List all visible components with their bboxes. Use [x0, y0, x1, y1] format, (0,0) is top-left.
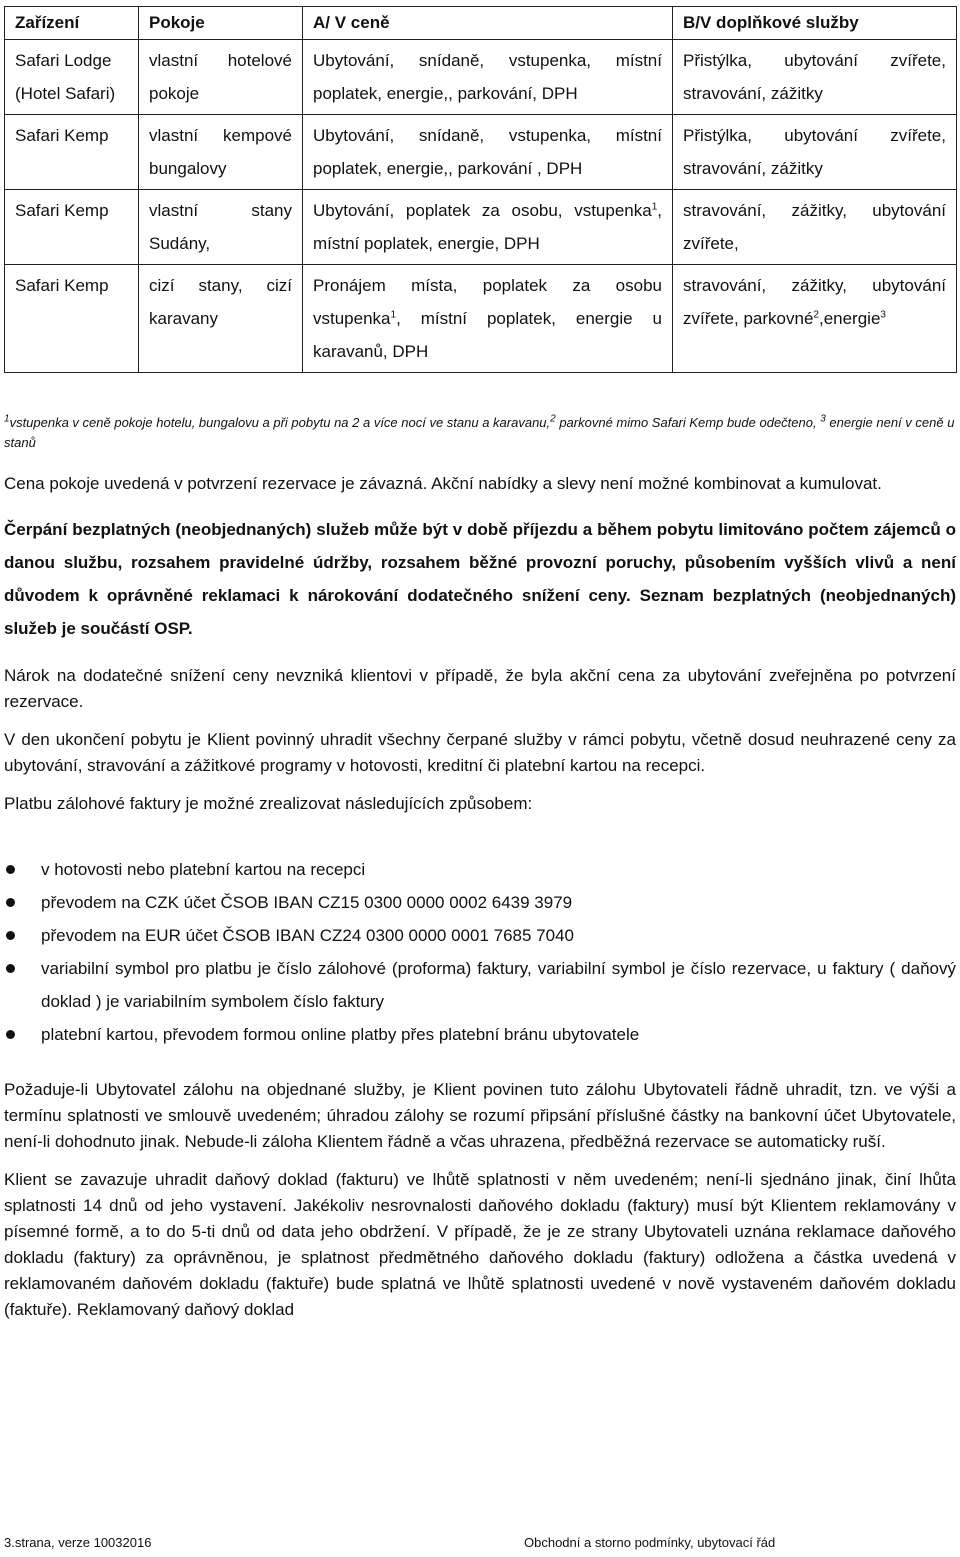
document-page: [4, 6, 956, 1323]
table-row: [5, 190, 957, 265]
table-row: [5, 40, 957, 115]
list-item: [4, 853, 956, 886]
cell-v-cene: [303, 265, 673, 373]
cell-zarizeni: Safari Kemp: [5, 265, 139, 373]
cell-v-cene: [303, 190, 673, 265]
cell-zarizeni: Safari Kemp: [5, 190, 139, 265]
cell-doplnkove: Přistýlka, ubytování zvířete, stravování, zážitky: [673, 40, 957, 115]
services-table: [4, 6, 957, 373]
cell-doplnkove: Přistýlka, ubytování zvířete, stravování, zážitky: [673, 115, 957, 190]
cell-doplnkove: [673, 265, 957, 373]
invoice-terms-paragraph: Klient se zavazuje uhradit daňový doklad (fakturu) ve lhůtě splatnosti v něm uvedeném; není-li sjednáno jinak, činí lhůta splatnosti 14 dnů od jeho vystavení. Jakékoliv nesrovnalosti daňového dokladu (faktury) musí být Klientem reklamovány v písemné formě, a to do 5-ti dnů od data jeho obdržení. V případě, že je ze strany Ubytovateli uznána reklamace daňového dokladu (faktury) za oprávněnou, je splatnost předmětného daňového dokladu (faktury) odložena a částka uvedená v reklamovaném daňovém dokladu (faktuře) bude splatná ve lhůtě splatnosti uvedené v nově vystaveném daňovém dokladu (faktuře). Reklamovaný daňový doklad: [4, 1170, 956, 1319]
cell-text: , místní poplatek, energie u karavanů, DPH: [313, 309, 662, 361]
cell-doplnkove: stravování, zážitky, ubytování zvířete,: [673, 190, 957, 265]
cell-pokoje: vlastní hotelové pokoje: [139, 40, 303, 115]
footnote-ref: 1: [651, 201, 658, 213]
list-item: [4, 1018, 956, 1051]
footnote-number: 1: [4, 413, 10, 425]
footnote-text: parkovné mimo Safari Kemp bude odečteno,: [555, 415, 817, 430]
list-item-text: převodem na CZK účet ČSOB IBAN CZ15 0300 0000 0002 6439 3979: [41, 893, 573, 912]
footnote-text: vstupenka v ceně pokoje hotelu, bungalovu a při pobytu na 2 a více nocí ve stanu a karavanu,: [9, 415, 551, 430]
bullet-icon: [6, 1030, 15, 1039]
cell-pokoje: vlastní stany Sudány,: [139, 190, 303, 265]
cell-text: stravování, zážitky, ubytování zvířete, parkovné: [683, 276, 946, 328]
footnotes: [4, 413, 956, 453]
cell-pokoje: cizí stany, cizí karavany: [139, 265, 303, 373]
list-item: [4, 919, 956, 952]
cell-text: Ubytování, poplatek za osobu, vstupenka: [313, 201, 652, 220]
cell-zarizeni: Safari Kemp: [5, 115, 139, 190]
footnote-ref: 3: [880, 309, 886, 321]
bullet-icon: [6, 898, 15, 907]
deposit-requirement-paragraph: Požaduje-li Ubytovatel zálohu na objednané služby, je Klient povinen tuto zálohu Ubytovateli řádně uhradit, tzn. ve výši a termínu splatnosti ve smlouvě uvedeném; úhradou zálohy se rozumí připsání příslušné částky na bankovní účet Ubytovatele, není-li dohodnuto jinak. Nebude-li záloha Klientem řádně a včas uhrazena, předběžná rezervace se automaticky ruší.: [4, 1080, 956, 1151]
table-row: [5, 115, 957, 190]
price-reduction-paragraph: Nárok na dodatečné snížení ceny nevzniká klientovi v případě, že byla akční cena za ubytování zveřejněna po potvrzení rezervace.: [4, 666, 956, 711]
cell-text: ,energie: [818, 309, 881, 328]
list-item-text: variabilní symbol pro platbu je číslo zálohové (proforma) faktury, variabilní symbol je číslo rezervace, u faktury ( daňový doklad ) je variabilním symbolem číslo faktury: [41, 959, 956, 1011]
document-title: Obchodní a storno podmínky, ubytovací řád: [524, 1535, 776, 1550]
bullet-icon: [6, 865, 15, 874]
table-row: [5, 265, 957, 373]
column-header: B/V doplňkové služby: [673, 7, 957, 40]
footnote-ref: 1: [390, 309, 397, 321]
cell-v-cene: Ubytování, snídaně, vstupenka, místní poplatek, energie,, parkování, DPH: [303, 40, 673, 115]
footnote-number: 2: [550, 413, 556, 425]
table-header-row: [5, 7, 957, 40]
list-item-text: platební kartou, převodem formou online platby přes platební bránu ubytovatele: [41, 1025, 640, 1044]
cell-v-cene: Ubytování, snídaně, vstupenka, místní poplatek, energie,, parkování , DPH: [303, 115, 673, 190]
price-binding-paragraph: Cena pokoje uvedená v potvrzení rezervace je závazná. Akční nabídky a slevy není možné kombinovat a kumulovat.: [4, 474, 882, 493]
list-item: [4, 886, 956, 919]
column-header: Zařízení: [5, 7, 139, 40]
cell-zarizeni: Safari Lodge (Hotel Safari): [5, 40, 139, 115]
bullet-icon: [6, 964, 15, 973]
column-header: A/ V ceně: [303, 7, 673, 40]
free-services-paragraph: Čerpání bezplatných (neobjednaných) služeb může být v době příjezdu a během pobytu limitováno počtem zájemců o danou službu, rozsahem pravidelné údržby, rozsahem běžné provozní poruchy, působením vyšších vlivů a není důvodem k oprávněné reklamaci k nárokování dodatečného snížení ceny. Seznam bezplatných (neobjednaných) služeb je součástí OSP.: [4, 520, 956, 638]
bullet-icon: [6, 931, 15, 940]
deposit-intro-paragraph: Platbu zálohové faktury je možné zrealizovat následujících způsobem:: [4, 794, 533, 813]
checkout-payment-paragraph: V den ukončení pobytu je Klient povinný uhradit všechny čerpané služby v rámci pobytu, včetně dosud neuhrazené ceny za ubytování, stravování a zážitkové programy v hotovosti, kreditní či platební kartou na recepci.: [4, 730, 956, 775]
cell-pokoje: vlastní kempové bungalovy: [139, 115, 303, 190]
list-item: [4, 952, 956, 1018]
footnote-ref: 2: [813, 309, 819, 321]
cell-text: Pronájem místa, poplatek za osobu vstupenka: [313, 276, 662, 328]
payment-methods-list: [4, 853, 956, 1051]
page-number: 3.strana, verze 10032016: [4, 1535, 152, 1550]
list-item-text: v hotovosti nebo platební kartou na recepci: [41, 860, 366, 879]
footnote-text: energie není v ceně u stanů: [4, 415, 955, 450]
list-item-text: převodem na EUR účet ČSOB IBAN CZ24 0300 0000 0001 7685 7040: [41, 926, 575, 945]
cell-text: , místní poplatek, energie, DPH: [313, 201, 662, 253]
column-header: Pokoje: [139, 7, 303, 40]
footnote-number: 3: [820, 413, 826, 425]
